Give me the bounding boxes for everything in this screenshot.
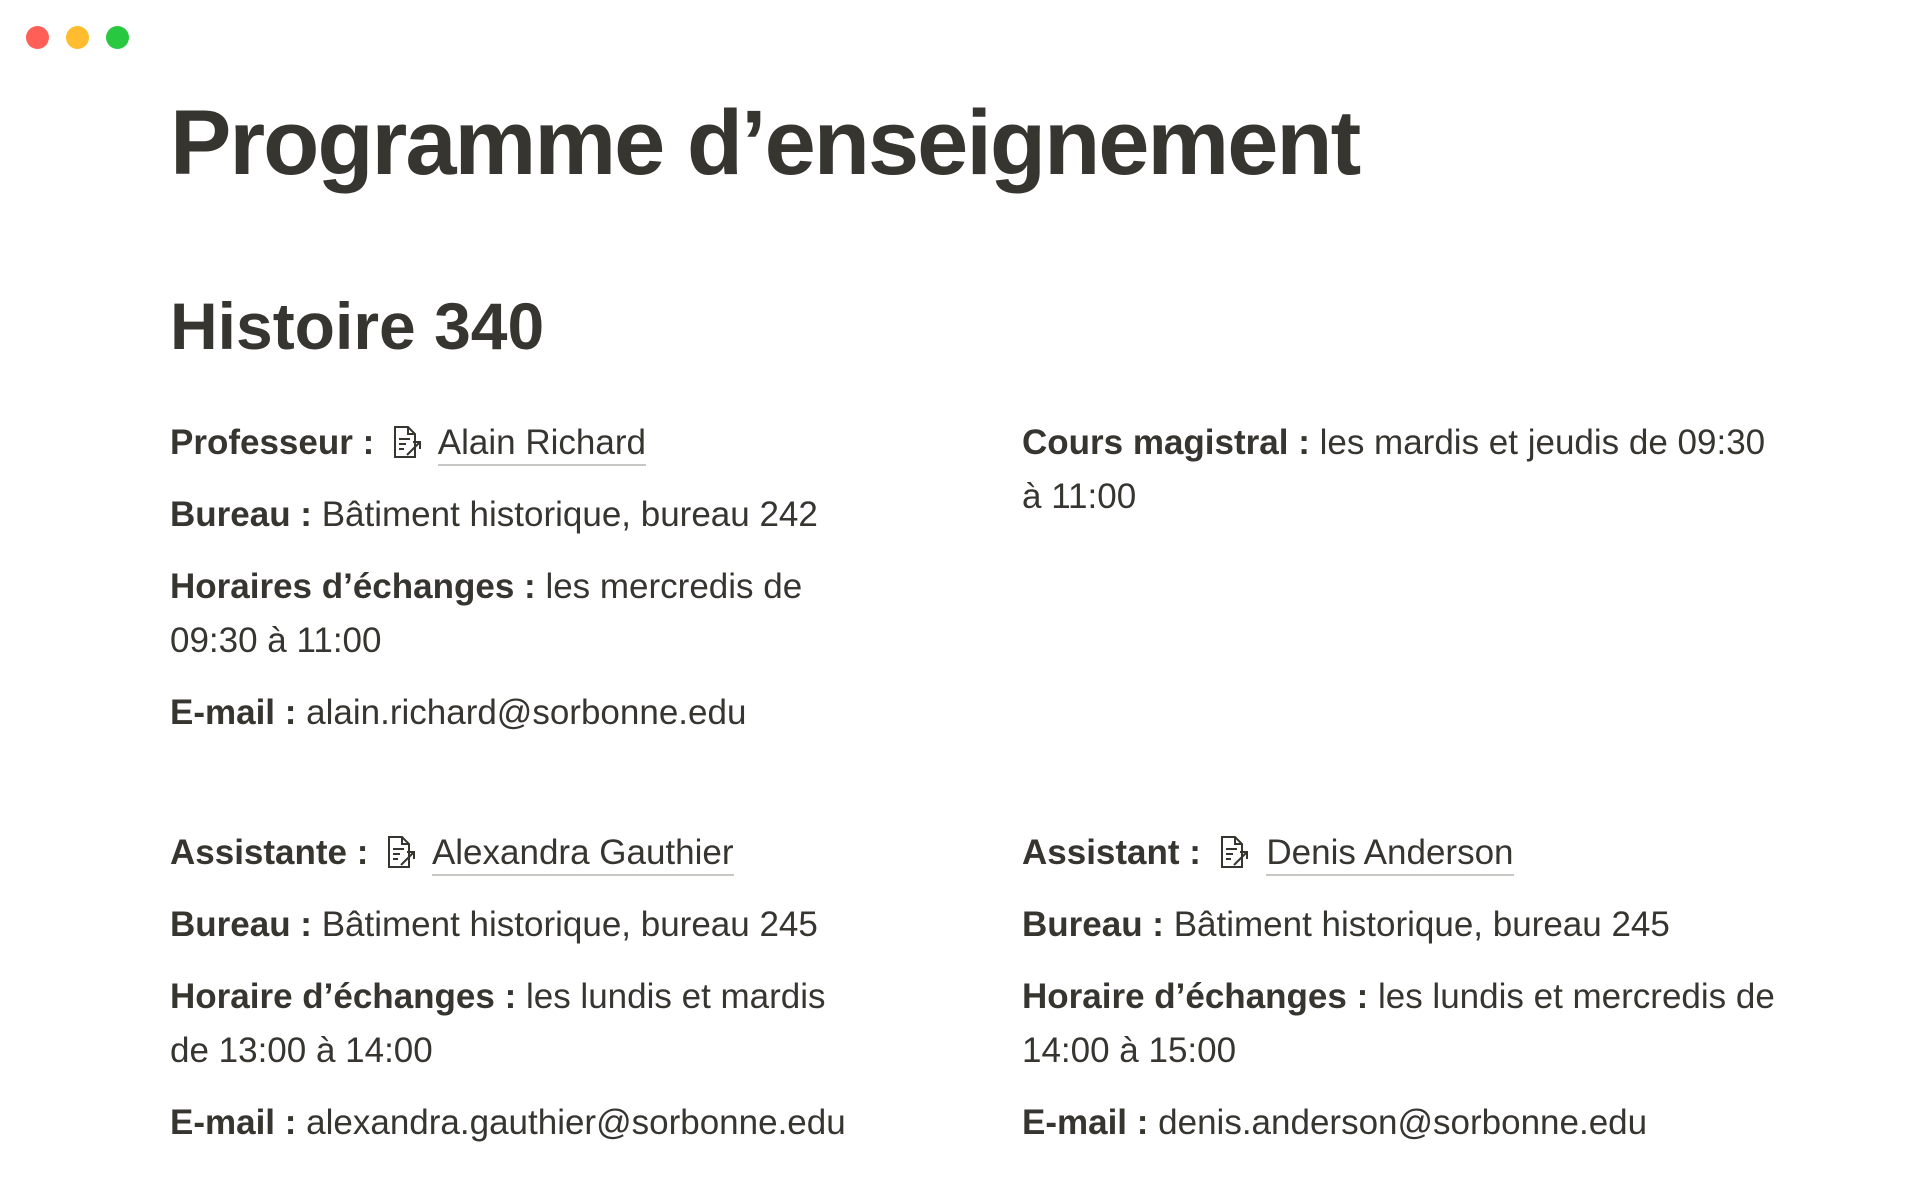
email-label: E-mail :: [170, 693, 297, 732]
professor-label: Professeur :: [170, 423, 375, 462]
minimize-window-button[interactable]: [66, 26, 89, 49]
lecture-label: Cours magistral :: [1022, 423, 1310, 462]
assistant-1-email-row: [170, 1096, 870, 1150]
hours-value: les mercredis de 09:30 à 11:00: [170, 567, 803, 660]
lecture-value: les mardis et jeudis de 09:30 à 11:00: [1022, 423, 1766, 516]
assistant-2-email-row: [1022, 1096, 1782, 1150]
email-value: alexandra.gauthier@sorbonne.edu: [306, 1103, 846, 1142]
assistant-2-hours-row: [1022, 970, 1782, 1078]
office-value: Bâtiment historique, bureau 245: [1173, 905, 1670, 944]
lecture-row: [1022, 416, 1782, 524]
assistant-1-block: [170, 826, 870, 1168]
assistant-2-row: [1022, 826, 1782, 880]
professor-email-row: [170, 686, 870, 740]
hours-value: les lundis et mardis de 13:00 à 14:00: [170, 977, 826, 1070]
assistant-1-hours-row: [170, 970, 870, 1078]
assistant-2-name-link[interactable]: Denis Anderson: [1266, 833, 1513, 876]
professor-office-row: [170, 488, 870, 542]
hours-label: Horaire d’échanges :: [1022, 977, 1369, 1016]
assistant-2-block: [1022, 826, 1782, 1168]
office-value: Bâtiment historique, bureau 242: [321, 495, 818, 534]
lecture-block: [1022, 416, 1782, 758]
document-link-icon: [1215, 834, 1251, 870]
professor-name-link[interactable]: Alain Richard: [438, 423, 646, 466]
assistant-1-row: [170, 826, 870, 880]
email-value: denis.anderson@sorbonne.edu: [1158, 1103, 1648, 1142]
office-value: Bâtiment historique, bureau 245: [321, 905, 818, 944]
hours-label: Horaire d’échanges :: [170, 977, 517, 1016]
assistant-1-name-link[interactable]: Alexandra Gauthier: [432, 833, 734, 876]
email-label: E-mail :: [170, 1103, 297, 1142]
section-title: Histoire 340: [170, 289, 545, 363]
office-label: Bureau :: [170, 495, 312, 534]
document-link-icon: [388, 424, 424, 460]
close-window-button[interactable]: [26, 26, 49, 49]
email-label: E-mail :: [1022, 1103, 1149, 1142]
document-link-icon: [382, 834, 418, 870]
office-label: Bureau :: [170, 905, 312, 944]
assistant-1-label: Assistante :: [170, 833, 369, 872]
window-controls: [26, 26, 129, 49]
page-title: Programme d’enseignement: [170, 92, 1360, 194]
page-content: [170, 88, 1790, 1168]
hours-label: Horaires d’échanges :: [170, 567, 536, 606]
hours-value: les lundis et mercredis de 14:00 à 15:00: [1022, 977, 1775, 1070]
assistant-2-office-row: [1022, 898, 1782, 952]
professor-hours-row: [170, 560, 870, 668]
office-label: Bureau :: [1022, 905, 1164, 944]
professor-row: [170, 416, 870, 470]
maximize-window-button[interactable]: [106, 26, 129, 49]
staff-grid: [170, 416, 1790, 1168]
assistant-2-label: Assistant :: [1022, 833, 1201, 872]
assistant-1-office-row: [170, 898, 870, 952]
professor-block: [170, 416, 870, 758]
email-value: alain.richard@sorbonne.edu: [306, 693, 747, 732]
